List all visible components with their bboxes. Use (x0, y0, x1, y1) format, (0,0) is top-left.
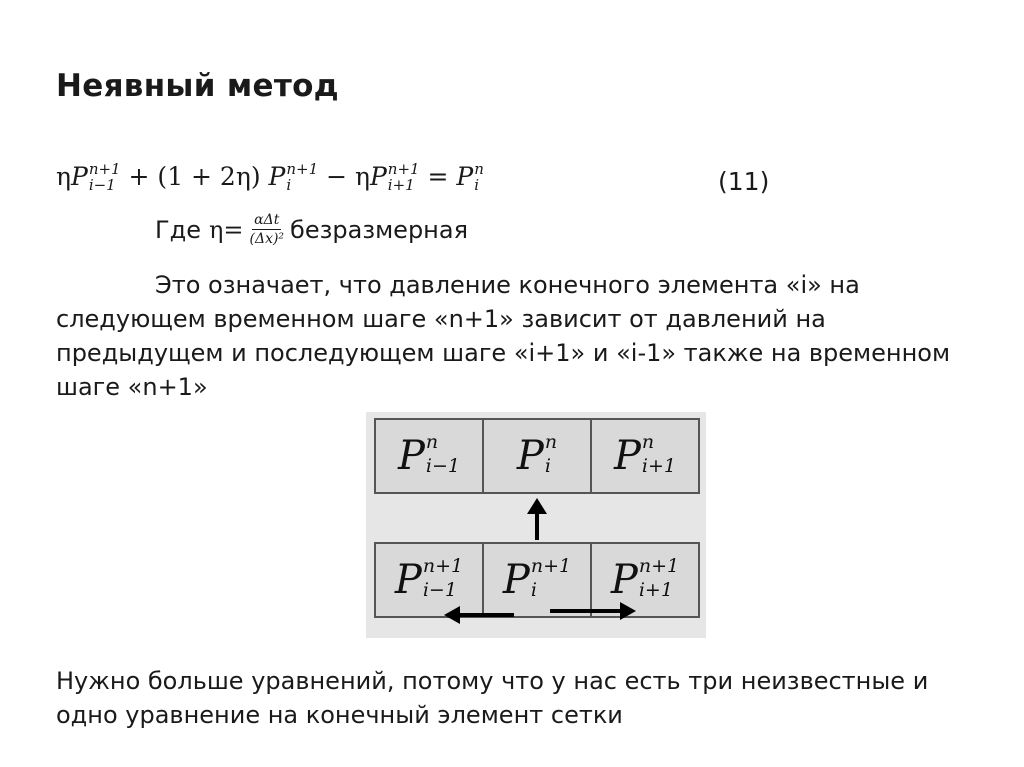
fraction-denominator: (Δx)² (249, 231, 285, 247)
cell-p-n-i: P n i (484, 420, 592, 492)
fraction-numerator: αΔt (254, 212, 280, 228)
cell-p-n-i-minus-1: P n i−1 (376, 420, 484, 492)
arrow-left (444, 606, 514, 624)
implicit-equation (56, 159, 484, 195)
cell-p-n-i-plus-1: P n i+1 (592, 420, 698, 492)
eq-eta: η (56, 162, 71, 191)
stencil-diagram (366, 412, 706, 638)
diagram-arrows (366, 412, 706, 638)
eq-term-2: P n+1 i (268, 159, 319, 194)
where-eta: η= (209, 215, 244, 244)
eq-term-1: P n+1 i−1 (70, 159, 121, 194)
cell-p-n1-i-minus-1: P n+1 i−1 (376, 544, 484, 616)
cell-p-n1-i: P n+1 i (484, 544, 592, 616)
arrow-up (527, 498, 547, 540)
where-suffix: безразмерная (290, 215, 469, 244)
slide-title: Неявный метод (56, 68, 340, 104)
arrow-right (550, 602, 636, 620)
conclusion-text: Нужно больше уравнений, потому что у нас есть три неизвестные и одно уравнение на конечный элемент сетки (56, 667, 929, 729)
cell-p-n1-i-plus-1: P n+1 i+1 (592, 544, 698, 616)
eq-op-1: + (1 + 2η) (120, 162, 269, 191)
explanation-paragraph: Это означает, что давление конечного элемента «i» на следующем временном шаге «n+1» зависит от давлений на предыдущем и последующем шаге «i+1» и «i-1» также на временном шаге «n+1» (56, 271, 951, 401)
eq-term-3: P n+1 i+1 (369, 159, 420, 194)
eq-term-4: P n i (456, 159, 484, 194)
where-prefix: Где (155, 215, 201, 244)
eta-fraction (250, 212, 285, 247)
eq-equals: = (419, 162, 457, 191)
where-line (155, 212, 468, 247)
eq-op-2: − η (318, 162, 370, 191)
equation-number: (11) (718, 167, 770, 196)
